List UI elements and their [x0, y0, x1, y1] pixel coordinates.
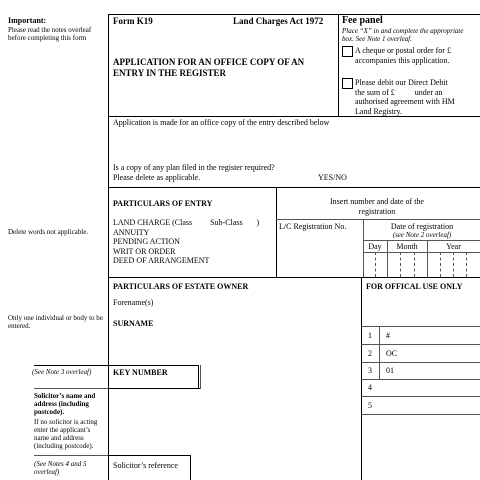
direct-debit-label [355, 78, 477, 116]
official-row-5-num: 5 [368, 401, 372, 410]
solicitor-note-text: If no solicitor is acting enter the applicant’s name and address (including postcode). [34, 418, 98, 450]
entry-writ-order: WRIT OR ORDER [113, 246, 176, 256]
see-note-2: (see Note 2 overleaf) [392, 231, 452, 239]
cheque-option-label: A cheque or postal order for £ accompanies this application. [355, 46, 451, 65]
solicitor-note-title: Solicitor’s name and address (including postcode). [34, 392, 96, 416]
cheque-checkbox[interactable] [342, 46, 353, 57]
particulars-entry-title: PARTICULARS OF ENTRY [113, 199, 213, 208]
entry-land-charge: LAND CHARGE (Class Sub-Class ) [113, 218, 260, 227]
fee-panel-title: Fee panel [342, 15, 383, 26]
entry-types [113, 218, 259, 266]
only-one-note: Only one individual or body to be entered. [8, 314, 103, 330]
form-title: APPLICATION FOR AN OFFICE COPY OF AN ENTRY IN THE REGISTER [113, 57, 305, 78]
important-title: Important: [8, 16, 47, 25]
entry-deed-arrangement: DEED OF ARRANGEMENT [113, 256, 210, 265]
see-note-3: (See Note 3 overleaf) [32, 368, 92, 376]
surname-label: SURNAME [113, 319, 154, 328]
application-statement: Application is made for an office copy of the entry described below [113, 118, 330, 127]
direct-debit-line-3: authorised agreement with HM [355, 97, 455, 106]
date-registration-label: Date of registration [390, 222, 454, 231]
estate-owner-title: PARTICULARS OF ESTATE OWNER [113, 282, 249, 291]
year-label: Year [446, 242, 461, 251]
fee-panel-note: Place “X” in and complete the appropriate box. See Note 1 overleaf. [342, 27, 464, 43]
lc-registration-label: L/C Registration No. [279, 222, 347, 231]
official-row-2-val: OC [386, 349, 398, 358]
official-row-1-val: # [386, 331, 390, 340]
insert-registration-note: Insert number and date of the registration [330, 197, 424, 216]
direct-debit-line-1: Please debit our Direct Debit [355, 78, 448, 87]
see-notes-4-5: (See Notes 4 and 5 overleaf) [34, 460, 87, 476]
official-row-3-val: 01 [386, 366, 394, 375]
solicitor-reference-label: Solicitor’s reference [113, 461, 178, 470]
official-row-1-num: 1 [368, 331, 372, 340]
day-label: Day [368, 242, 382, 251]
official-row-3-num: 3 [368, 366, 372, 375]
forenames-label: Forename(s) [113, 298, 154, 307]
direct-debit-line-4: Land Registry. [355, 106, 403, 116]
plan-question: Is a copy of any plan filed in the register required? [113, 163, 275, 172]
delete-words-note: Delete words not applicable. [8, 228, 89, 236]
please-delete: Please delete as applicable. [113, 173, 201, 182]
official-row-4-num: 4 [368, 383, 372, 392]
direct-debit-line-2: the sum of £ under an [355, 87, 443, 97]
entry-annuity: ANNUITY [113, 227, 150, 237]
form-id: Form K19 [113, 16, 153, 26]
official-use-title: FOR OFFICAL USE ONLY [366, 282, 463, 291]
important-note: Please read the notes overleaf before completing this form [8, 26, 92, 42]
yes-no-option[interactable]: YES/NO [318, 173, 347, 182]
act-title: Land Charges Act 1972 [233, 16, 324, 26]
direct-debit-checkbox[interactable] [342, 78, 353, 89]
key-number-label: KEY NUMBER [113, 368, 168, 377]
entry-pending-action: PENDING ACTION [113, 237, 180, 246]
official-row-2-num: 2 [368, 349, 372, 358]
month-label: Month [396, 242, 418, 251]
